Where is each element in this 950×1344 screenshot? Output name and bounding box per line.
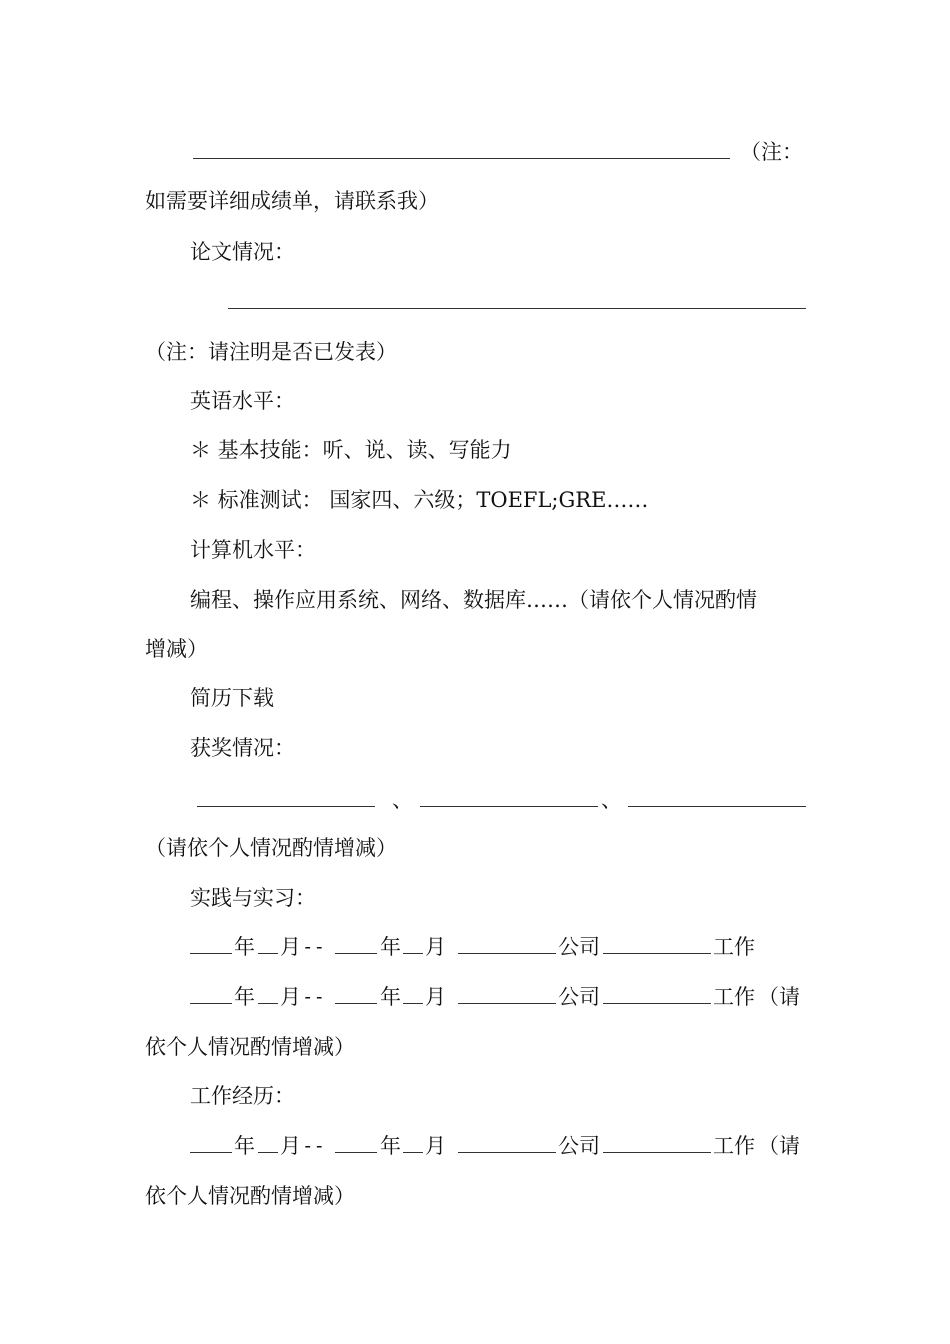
start-year-blank	[190, 933, 232, 954]
job-blank	[603, 1132, 711, 1153]
year-label: 年	[234, 985, 255, 1009]
job-label: 工作	[713, 1134, 755, 1158]
year-label: 年	[234, 935, 255, 959]
award-blank-1	[197, 786, 375, 807]
work-label: 工作经历：	[190, 1084, 295, 1108]
month-label: 月	[280, 985, 301, 1009]
year-label: 年	[380, 935, 401, 959]
end-month-blank	[403, 1132, 423, 1153]
start-month-blank	[258, 983, 278, 1004]
end-year-blank	[335, 983, 377, 1004]
end-year-blank	[335, 1132, 377, 1153]
computer-label: 计算机水平：	[190, 538, 316, 562]
month-label: 月	[425, 985, 446, 1009]
date-dash: --	[302, 936, 325, 958]
start-month-blank	[258, 933, 278, 954]
date-dash: --	[302, 1135, 325, 1157]
practice-label: 实践与实习：	[190, 886, 316, 910]
date-dash: --	[302, 986, 325, 1008]
english-tests: ＊ 标准测试： 国家四、六级；TOEFL;GRE……	[190, 488, 649, 512]
thesis-label: 论文情况：	[190, 240, 295, 264]
thesis-blank	[228, 288, 806, 309]
year-label: 年	[380, 1134, 401, 1158]
award-blank-2	[420, 786, 598, 807]
adjust-note-end: 依个人情况酌情增减）	[145, 1184, 355, 1208]
end-month-blank	[403, 933, 423, 954]
resume-download-link[interactable]: 简历下载	[190, 686, 274, 710]
english-label: 英语水平：	[190, 389, 295, 413]
start-year-blank	[190, 1132, 232, 1153]
month-label: 月	[280, 935, 301, 959]
year-label: 年	[234, 1134, 255, 1158]
job-blank	[603, 983, 711, 1004]
english-skills: ＊ 基本技能：听、说、读、写能力	[190, 438, 512, 462]
transcript-note-start: （注：	[740, 140, 803, 164]
computer-skills: 编程、操作应用系统、网络、数据库……（请依个人情况酌情	[190, 588, 757, 612]
company-label: 公司	[558, 1134, 600, 1158]
month-label: 月	[425, 1134, 446, 1158]
thesis-note: （注：请注明是否已发表）	[145, 340, 397, 364]
transcript-blank	[193, 138, 730, 159]
company-blank	[458, 933, 556, 954]
end-year-blank	[335, 933, 377, 954]
start-year-blank	[190, 983, 232, 1004]
company-label: 公司	[558, 985, 600, 1009]
company-blank	[458, 983, 556, 1004]
awards-separator: 、	[601, 788, 622, 812]
end-month-blank	[403, 983, 423, 1004]
year-label: 年	[380, 985, 401, 1009]
adjust-note-end: 依个人情况酌情增减）	[145, 1035, 355, 1059]
awards-label: 获奖情况：	[190, 736, 295, 760]
month-label: 月	[280, 1134, 301, 1158]
month-label: 月	[425, 935, 446, 959]
computer-skills-cont: 增减）	[145, 637, 208, 661]
awards-separator: 、	[392, 788, 413, 812]
transcript-note-end: 如需要详细成绩单，请联系我）	[145, 189, 439, 213]
company-label: 公司	[558, 935, 600, 959]
job-label: 工作	[713, 935, 755, 959]
company-blank	[458, 1132, 556, 1153]
awards-note: （请依个人情况酌情增减）	[145, 836, 397, 860]
adjust-note-start: （请	[758, 1134, 800, 1158]
job-blank	[603, 933, 711, 954]
job-label: 工作	[713, 985, 755, 1009]
start-month-blank	[258, 1132, 278, 1153]
adjust-note-start: （请	[758, 985, 800, 1009]
award-blank-3	[628, 786, 806, 807]
